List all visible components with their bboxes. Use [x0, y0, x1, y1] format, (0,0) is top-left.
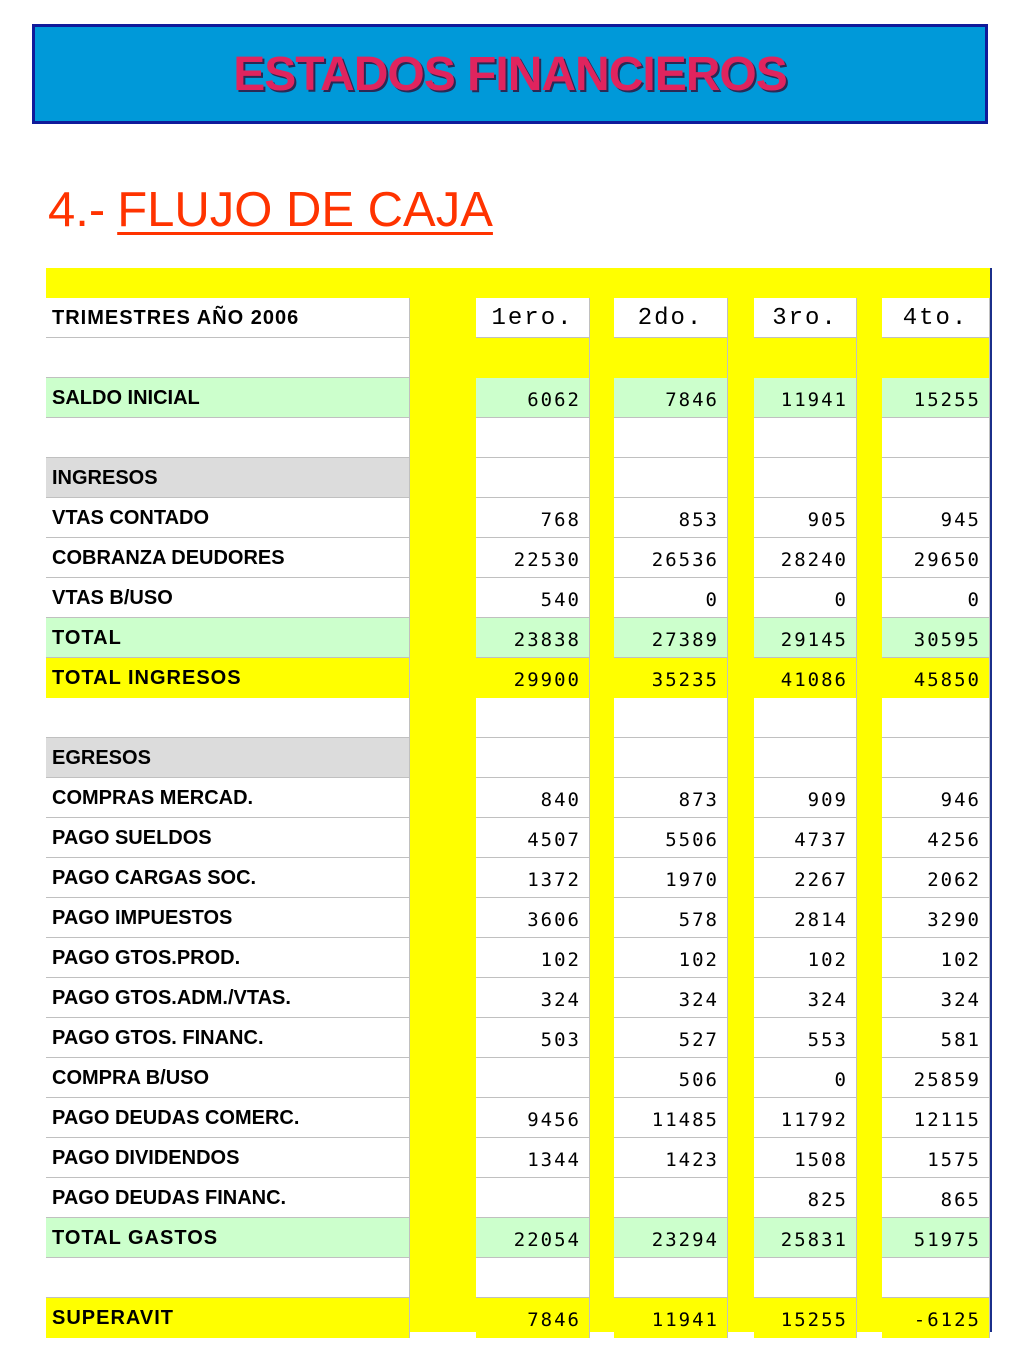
cell-q4 — [882, 418, 990, 458]
cell-q1 — [476, 338, 590, 378]
table-row — [46, 738, 992, 778]
cell-q1: 503 — [476, 1018, 590, 1058]
cell-q3: 28240 — [754, 538, 857, 578]
row-label — [46, 1258, 410, 1298]
cell-q3 — [754, 698, 857, 738]
row-label: PAGO GTOS.ADM./VTAS. — [46, 978, 410, 1018]
cell-q1: 4507 — [476, 818, 590, 858]
cell-q3: 825 — [754, 1178, 857, 1218]
table-row — [46, 778, 992, 818]
cell-q2: 324 — [614, 978, 728, 1018]
cell-q4: 51975 — [882, 1218, 990, 1258]
cell-q1: 29900 — [476, 658, 590, 698]
cell-q3: 11792 — [754, 1098, 857, 1138]
row-label: TOTAL — [46, 618, 410, 658]
table-header-row — [46, 298, 992, 338]
cell-q2: 1970 — [614, 858, 728, 898]
cell-q3 — [754, 738, 857, 778]
cell-q3: 41086 — [754, 658, 857, 698]
cell-q1: 22530 — [476, 538, 590, 578]
cell-q1: 7846 — [476, 1298, 590, 1338]
row-label: TOTAL INGRESOS — [46, 658, 410, 698]
cell-q4: 102 — [882, 938, 990, 978]
cell-q1: 768 — [476, 498, 590, 538]
cash-flow-table — [46, 268, 992, 1332]
cell-q2 — [614, 1258, 728, 1298]
cell-q1 — [476, 1258, 590, 1298]
section-subtitle — [48, 182, 493, 238]
row-label: PAGO DEUDAS COMERC. — [46, 1098, 410, 1138]
cell-q3: 909 — [754, 778, 857, 818]
row-label: PAGO SUELDOS — [46, 818, 410, 858]
cell-q1: 1344 — [476, 1138, 590, 1178]
cell-q1: 1372 — [476, 858, 590, 898]
row-label: EGRESOS — [46, 738, 410, 778]
cell-q3: 2814 — [754, 898, 857, 938]
cell-q4: 3290 — [882, 898, 990, 938]
cell-q2: 7846 — [614, 378, 728, 418]
cell-q2: 0 — [614, 578, 728, 618]
cell-q4: 45850 — [882, 658, 990, 698]
row-label: VTAS B/USO — [46, 578, 410, 618]
header-q2: 2do. — [614, 298, 728, 338]
table-row — [46, 618, 992, 658]
table-row — [46, 498, 992, 538]
cell-q4: 15255 — [882, 378, 990, 418]
section-number: 4.- — [48, 183, 106, 237]
cell-q1: 540 — [476, 578, 590, 618]
cell-q3 — [754, 338, 857, 378]
cell-q3: 1508 — [754, 1138, 857, 1178]
cell-q1: 22054 — [476, 1218, 590, 1258]
cell-q3: 0 — [754, 578, 857, 618]
row-label: SUPERAVIT — [46, 1298, 410, 1338]
cell-q3: 553 — [754, 1018, 857, 1058]
cell-q1 — [476, 458, 590, 498]
cell-q1: 9456 — [476, 1098, 590, 1138]
row-label — [46, 418, 410, 458]
cell-q2: 26536 — [614, 538, 728, 578]
table-row — [46, 1058, 992, 1098]
cell-q3: 25831 — [754, 1218, 857, 1258]
cell-q4 — [882, 338, 990, 378]
cell-q1 — [476, 698, 590, 738]
cell-q1 — [476, 738, 590, 778]
cell-q4: 0 — [882, 578, 990, 618]
cell-q1 — [476, 1058, 590, 1098]
cell-q1 — [476, 1178, 590, 1218]
table-row — [46, 1218, 992, 1258]
cell-q3: 29145 — [754, 618, 857, 658]
cell-q2 — [614, 738, 728, 778]
cell-q2: 853 — [614, 498, 728, 538]
table-row — [46, 538, 992, 578]
cell-q2: 506 — [614, 1058, 728, 1098]
row-label: PAGO GTOS. FINANC. — [46, 1018, 410, 1058]
cell-q4: -6125 — [882, 1298, 990, 1338]
cell-q2: 27389 — [614, 618, 728, 658]
cell-q3: 2267 — [754, 858, 857, 898]
cell-q4 — [882, 458, 990, 498]
cell-q3: 324 — [754, 978, 857, 1018]
cell-q2 — [614, 418, 728, 458]
header-q1: 1ero. — [476, 298, 590, 338]
cell-q4: 945 — [882, 498, 990, 538]
row-label: PAGO GTOS.PROD. — [46, 938, 410, 978]
cell-q3: 0 — [754, 1058, 857, 1098]
row-label: TOTAL GASTOS — [46, 1218, 410, 1258]
cell-q4: 12115 — [882, 1098, 990, 1138]
row-label — [46, 698, 410, 738]
cell-q4: 29650 — [882, 538, 990, 578]
cell-q4: 1575 — [882, 1138, 990, 1178]
row-label: COMPRA B/USO — [46, 1058, 410, 1098]
row-label: VTAS CONTADO — [46, 498, 410, 538]
table-row — [46, 578, 992, 618]
row-label: PAGO IMPUESTOS — [46, 898, 410, 938]
cell-q1: 23838 — [476, 618, 590, 658]
cell-q3: 11941 — [754, 378, 857, 418]
cell-q4: 4256 — [882, 818, 990, 858]
cell-q2 — [614, 338, 728, 378]
table-row — [46, 1178, 992, 1218]
row-label: PAGO DEUDAS FINANC. — [46, 1178, 410, 1218]
cell-q1: 840 — [476, 778, 590, 818]
row-label: COMPRAS MERCAD. — [46, 778, 410, 818]
cell-q4 — [882, 1258, 990, 1298]
table-row — [46, 378, 992, 418]
section-title: FLUJO DE CAJA — [117, 183, 493, 237]
table-row — [46, 1298, 992, 1338]
cell-q3: 15255 — [754, 1298, 857, 1338]
cell-q4: 865 — [882, 1178, 990, 1218]
cell-q4: 581 — [882, 1018, 990, 1058]
cell-q2: 102 — [614, 938, 728, 978]
cell-q4: 2062 — [882, 858, 990, 898]
cell-q2: 35235 — [614, 658, 728, 698]
table-row — [46, 978, 992, 1018]
table-row — [46, 338, 992, 378]
cell-q2: 11941 — [614, 1298, 728, 1338]
cell-q2: 11485 — [614, 1098, 728, 1138]
header-label: TRIMESTRES AÑO 2006 — [46, 298, 410, 338]
cell-q2 — [614, 458, 728, 498]
header-q3: 3ro. — [754, 298, 857, 338]
cell-q1 — [476, 418, 590, 458]
cell-q2 — [614, 698, 728, 738]
row-label — [46, 338, 410, 378]
cell-q1: 102 — [476, 938, 590, 978]
cell-q3 — [754, 458, 857, 498]
cell-q4: 324 — [882, 978, 990, 1018]
cell-q2 — [614, 1178, 728, 1218]
table-row — [46, 1258, 992, 1298]
table-row — [46, 458, 992, 498]
row-label: PAGO DIVIDENDOS — [46, 1138, 410, 1178]
cell-q3: 4737 — [754, 818, 857, 858]
row-label: PAGO CARGAS SOC. — [46, 858, 410, 898]
cell-q2: 527 — [614, 1018, 728, 1058]
cell-q2: 1423 — [614, 1138, 728, 1178]
cell-q4: 30595 — [882, 618, 990, 658]
cell-q1: 3606 — [476, 898, 590, 938]
table-row — [46, 1138, 992, 1178]
cell-q3: 102 — [754, 938, 857, 978]
table-row — [46, 818, 992, 858]
table-row — [46, 418, 992, 458]
row-label: COBRANZA DEUDORES — [46, 538, 410, 578]
row-label: INGRESOS — [46, 458, 410, 498]
cell-q3 — [754, 418, 857, 458]
cell-q4 — [882, 738, 990, 778]
table-row — [46, 858, 992, 898]
table-row — [46, 658, 992, 698]
table-row — [46, 1018, 992, 1058]
cell-q3: 905 — [754, 498, 857, 538]
cell-q4: 25859 — [882, 1058, 990, 1098]
table-row — [46, 1098, 992, 1138]
table-row — [46, 938, 992, 978]
cell-q2: 578 — [614, 898, 728, 938]
page-title: ESTADOS FINANCIEROS — [233, 47, 787, 101]
cell-q1: 6062 — [476, 378, 590, 418]
cell-q4 — [882, 698, 990, 738]
title-banner — [32, 24, 988, 124]
cell-q4: 946 — [882, 778, 990, 818]
cell-q2: 5506 — [614, 818, 728, 858]
cell-q2: 873 — [614, 778, 728, 818]
table-row — [46, 898, 992, 938]
row-label: SALDO INICIAL — [46, 378, 410, 418]
table-row — [46, 698, 992, 738]
header-q4: 4to. — [882, 298, 990, 338]
cell-q1: 324 — [476, 978, 590, 1018]
cell-q2: 23294 — [614, 1218, 728, 1258]
cell-q3 — [754, 1258, 857, 1298]
